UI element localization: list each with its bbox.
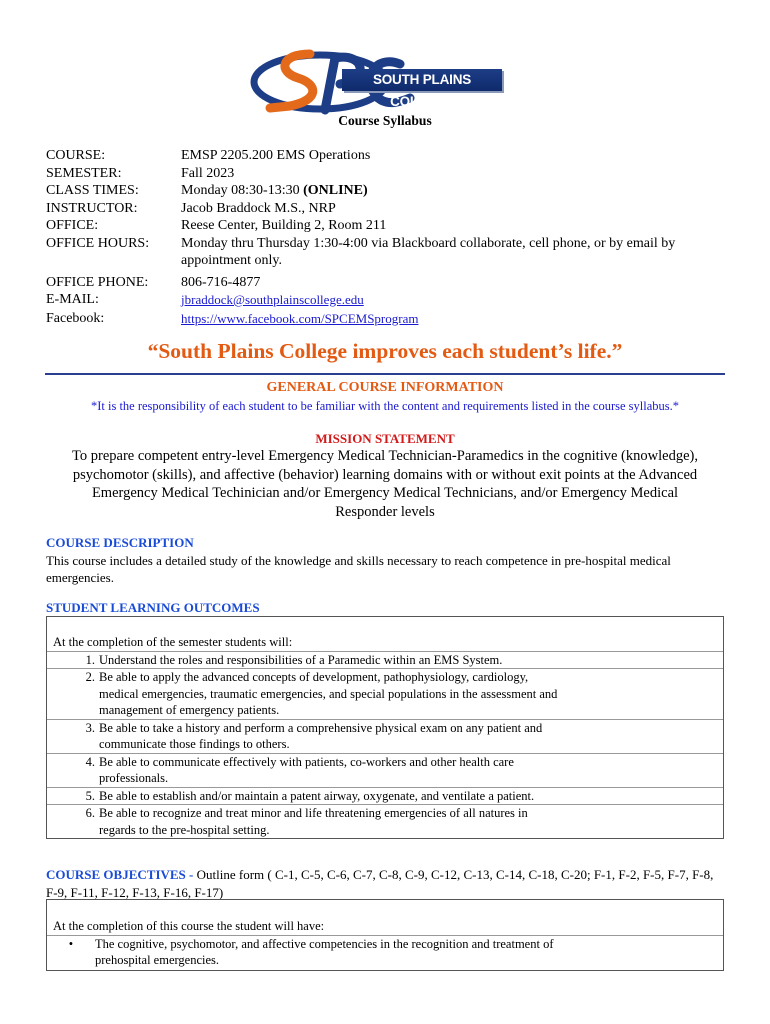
- item-text: Be able to communicate effectively with patients, co-workers and other health care professionals.: [99, 754, 514, 785]
- list-item: [47, 936, 723, 969]
- mission-line: Responder levels: [335, 503, 435, 520]
- info-label: OFFICE PHONE:: [46, 274, 149, 290]
- info-value: EMSP 2205.200 EMS Operations: [181, 148, 371, 163]
- info-row-class-times: [46, 182, 711, 200]
- class-time-value: Monday 08:30-13:30: [181, 183, 300, 198]
- objectives-box: [46, 899, 724, 971]
- info-row-semester: [46, 165, 711, 183]
- info-value-wrap: [181, 182, 711, 200]
- item-text: Be able to establish and/or maintain a patent airway, oxygenate, and ventilate a patient.: [99, 788, 535, 803]
- email-link[interactable]: jbraddock@southplainscollege.edu: [181, 292, 364, 307]
- info-value-wrap: [181, 291, 711, 310]
- section-divider: [45, 373, 725, 375]
- objectives-line: [46, 866, 726, 902]
- mission-line: Emergency Medical Techinician and/or Emergency Medical Technicians, and/or Emergency Medical: [91, 485, 679, 501]
- bullet-icon: •: [68, 936, 74, 951]
- mission-line: psychomotor (skills), and affective (behavior) learning domains with or without exit points at the Advanced: [72, 466, 698, 483]
- outcomes-box: [46, 616, 724, 839]
- item-number: 3.: [85, 720, 95, 735]
- item-text: Be able to recognize and treat minor and life threatening emergencies of all natures in regards to the pre-hospital setting.: [99, 806, 528, 837]
- item-text: Understand the roles and responsibilities of a Paramedic within an EMS System.: [99, 652, 503, 667]
- info-row-instructor: [46, 200, 711, 218]
- list-item: [47, 720, 723, 754]
- objectives-text: Outline form ( C-1, C-5, C-6, C-7, C-8, C-9, C-12, C-13, C-14, C-18, C-20; F-1, F-2, F-5, F-7, F-8, F-9, F-11, F-12, F-13, F-16, F-17): [46, 867, 714, 900]
- objectives-intro: At the completion of this course the student will have:: [47, 900, 723, 936]
- info-row-office: [46, 217, 711, 235]
- info-value: Fall 2023: [181, 165, 235, 181]
- mission-statement: [0, 447, 770, 521]
- outcomes-heading: STUDENT LEARNING OUTCOMES: [46, 600, 260, 615]
- item-text: Be able to take a history and perform a comprehensive physical exam on any patient and communicate those findings to others.: [99, 720, 543, 751]
- item-number: 2.: [85, 670, 95, 684]
- info-label: OFFICE:: [46, 218, 99, 233]
- info-value: Reese Center, Building 2, Room 211: [181, 218, 387, 233]
- info-value: 806-716-4877: [181, 274, 261, 290]
- general-info-heading: GENERAL COURSE INFORMATION: [266, 380, 504, 395]
- info-value: Jacob Braddock M.S., NRP: [181, 200, 336, 216]
- info-row-facebook: [46, 310, 711, 329]
- info-row-course: [46, 147, 711, 165]
- mission-heading: MISSION STATEMENT: [315, 431, 455, 446]
- course-description-heading: COURSE DESCRIPTION: [46, 535, 194, 550]
- list-item: [47, 669, 723, 720]
- list-item: [47, 805, 723, 838]
- item-number: 5.: [85, 788, 95, 803]
- item-number: 4.: [85, 754, 95, 769]
- course-info-table: [46, 147, 711, 328]
- outcomes-intro: At the completion of the semester students will:: [47, 617, 723, 652]
- general-info-note: *It is the responsibility of each student to be familiar with the content and requirements listed in the course syllabus.*: [90, 399, 680, 413]
- info-row-office-hours: [46, 235, 711, 270]
- info-row-email: [46, 291, 711, 310]
- item-text: Be able to apply the advanced concepts of development, pathophysiology, cardiology, medical emergencies, traumatic emergencies, and special populations in the assessment and management of emergency patients.: [99, 670, 558, 717]
- info-label: Facebook:: [46, 310, 105, 326]
- college-slogan: “South Plains College improves each student’s life.”: [147, 339, 623, 363]
- document-title: Course Syllabus: [338, 113, 432, 128]
- info-label: OFFICE HOURS:: [46, 235, 150, 251]
- info-row-office-phone: [46, 274, 711, 292]
- info-value: Monday thru Thursday 1:30-4:00 via Blackboard collaborate, cell phone, or by email by appointment only.: [181, 235, 676, 268]
- info-label: INSTRUCTOR:: [46, 200, 138, 216]
- info-label: CLASS TIMES:: [46, 183, 139, 198]
- class-mode-value: (ONLINE): [303, 183, 368, 198]
- logo-wordmark: SOUTH PLAINS COLLEGE: [342, 69, 502, 91]
- item-text: The cognitive, psychomotor, and affective competencies in the recognition and treatment of prehospital emergencies.: [95, 936, 554, 967]
- info-label: COURSE:: [46, 148, 106, 163]
- course-description-text: This course includes a detailed study of the knowledge and skills necessary to reach competence in pre-hospital medical emergencies.: [46, 553, 671, 585]
- list-item: [47, 652, 723, 670]
- facebook-link[interactable]: https://www.facebook.com/SPCEMSprogram: [181, 310, 419, 326]
- info-label: SEMESTER:: [46, 165, 122, 181]
- info-value-wrap: [181, 310, 711, 329]
- item-number: 6.: [85, 806, 95, 820]
- item-number: 1.: [85, 652, 95, 667]
- objectives-heading: COURSE OBJECTIVES -: [46, 867, 197, 882]
- list-item: [47, 788, 723, 806]
- mission-line: To prepare competent entry-level Emergency Medical Technician-Paramedics in the cognitive (knowledge),: [72, 448, 698, 464]
- list-item: [47, 754, 723, 788]
- info-label: E-MAIL:: [46, 292, 99, 307]
